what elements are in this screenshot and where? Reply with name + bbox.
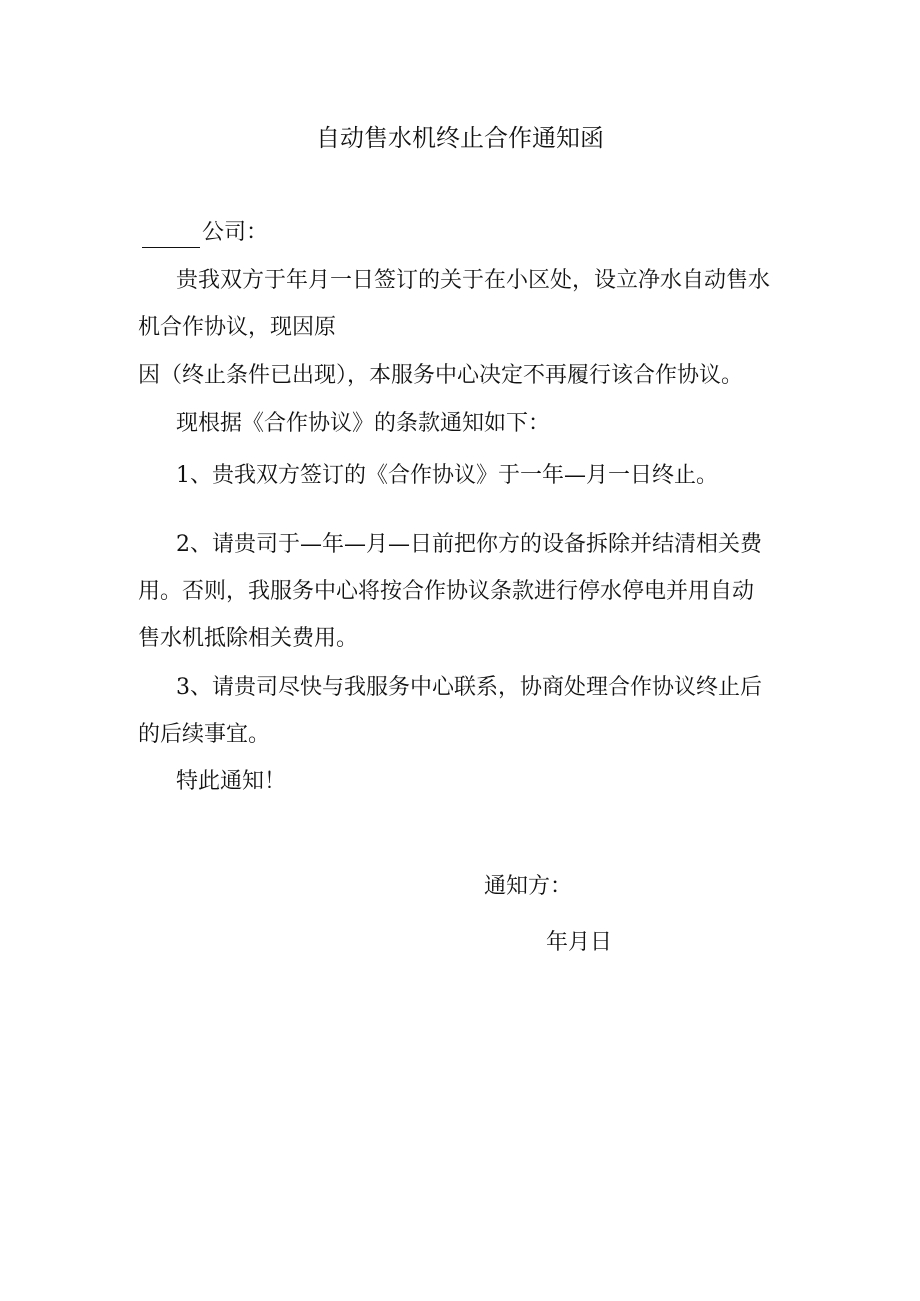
paragraph-1-line-1: 贵我双方于年月一日签订的关于在小区处，设立净水自动售水 (176, 268, 771, 293)
document-title: 自动售水机终止合作通知函 (316, 124, 604, 152)
salutation-line (142, 218, 268, 248)
paragraph-1-line-2: 机合作协议，现因原 (138, 315, 337, 340)
list-item-3-line-1: 3、请贵司尽快与我服务中心联系，协商处理合作协议终止后 (176, 675, 762, 700)
closing-line: 特此通知！ (176, 769, 287, 794)
paragraph-1-line-3: 因（终止条件已出现），本服务中心决定不再履行该合作协议。 (138, 363, 744, 388)
list-item-2-line-3: 售水机抵除相关费用。 (138, 626, 359, 651)
list-item-3-line-2: 的后续事宜。 (138, 722, 271, 747)
notifier-label: 通知方： (484, 874, 573, 899)
date-label: 年月日 (546, 930, 613, 955)
company-name-blank (142, 225, 200, 248)
salutation-text: 公司： (202, 220, 269, 245)
list-item-1: 1、贵我双方签订的《合作协议》于一年—月一日终止。 (176, 463, 718, 488)
list-item-2-line-2: 用。否则，我服务中心将按合作协议条款进行停水停电并用自动 (138, 579, 755, 604)
paragraph-2: 现根据《合作协议》的条款通知如下： (176, 411, 551, 436)
list-item-2-line-1: 2、请贵司于—年—月—日前把你方的设备拆除并结清相关费 (176, 532, 762, 557)
